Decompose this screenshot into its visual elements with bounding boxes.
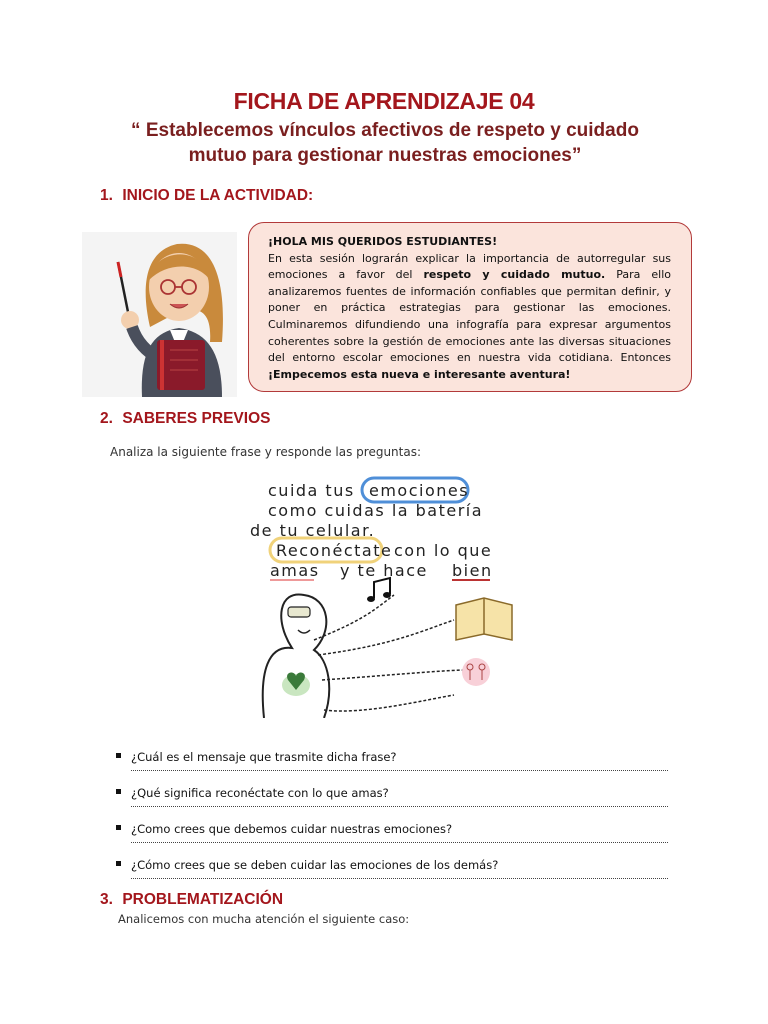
teacher-illustration [82, 232, 237, 397]
sketch-text-2: emociones [369, 481, 470, 500]
sketch-text-1: cuida tus [268, 481, 355, 500]
bubble-bold-1: respeto y cuidado mutuo. [423, 268, 606, 282]
question-text: ¿Qué significa reconéctate con lo que amas? [131, 786, 389, 800]
answer-line[interactable] [131, 766, 668, 771]
bullet-icon [116, 753, 121, 758]
saberes-intro: Analiza la siguiente frase y responde las preguntas: [110, 445, 422, 459]
answer-line[interactable] [131, 802, 668, 807]
sketch-text-9: bien [452, 561, 493, 580]
question-text: ¿Cuál es el mensaje que trasmite dicha frase? [131, 750, 397, 764]
subtitle-line-1: “ Establecemos vínculos afectivos de respeto y cuidado [131, 120, 639, 141]
sketch-text-3: como cuidas la batería [268, 501, 484, 520]
phrase-sketch-illustration [244, 470, 534, 718]
bullet-icon [116, 825, 121, 830]
page-title: FICHA DE APRENDIZAJE 04 [233, 88, 535, 114]
section-label: SABERES PREVIOS [122, 410, 271, 427]
page-subtitle [100, 118, 670, 168]
section-heading-saberes [100, 410, 270, 428]
greeting-bubble [248, 222, 692, 392]
list-item [116, 858, 676, 894]
problematizacion-intro: Analicemos con mucha atención el siguiente caso: [118, 912, 410, 926]
sketch-text-5: Reconéctate [276, 541, 393, 560]
question-text: ¿Cómo crees que se deben cuidar las emociones de los demás? [131, 858, 499, 872]
bubble-greeting: ¡HOLA MIS QUERIDOS ESTUDIANTES! [268, 235, 498, 248]
section-number: 1. [100, 187, 113, 204]
sketch-text-8: y te hace [340, 561, 428, 580]
questions-list [116, 750, 676, 894]
list-item [116, 822, 676, 858]
section-number: 3. [100, 891, 113, 908]
bullet-icon [116, 861, 121, 866]
sketch-text-4: de tu celular. [250, 521, 376, 540]
subtitle-line-2: mutuo para gestionar nuestras emociones” [188, 145, 582, 166]
answer-line[interactable] [131, 874, 668, 879]
section-heading-inicio [100, 187, 313, 205]
section-label: PROBLEMATIZACIÓN [122, 891, 284, 908]
sketch-text-6: con lo que [394, 541, 493, 560]
list-item [116, 750, 676, 786]
bubble-text-2: Para ello analizaremos fuentes de información confiables que permitan definir, y poner en práctica estrategias para gestionar las emociones. Culminaremos difundiendo una infografía para expresar argumentos coherentes sobre la gestión de emociones ante las diversas situaciones del entorno escolar emociones en nuestra vida cotidiana. Entonces [268, 268, 671, 365]
question-text: ¿Como crees que debemos cuidar nuestras emociones? [131, 822, 453, 836]
section-heading-problematizacion [100, 891, 283, 909]
bubble-text-1: En esta sesión lograrán explicar la importancia de autorregular sus emociones a favor del [268, 251, 671, 282]
section-number: 2. [100, 410, 113, 427]
sketch-text-7: amas [270, 561, 320, 580]
bullet-icon [116, 789, 121, 794]
answer-line[interactable] [131, 838, 668, 843]
bubble-bold-2: ¡Empecemos esta nueva e interesante aventura! [268, 367, 571, 381]
list-item [116, 786, 676, 822]
section-label: INICIO DE LA ACTIVIDAD: [122, 187, 314, 204]
